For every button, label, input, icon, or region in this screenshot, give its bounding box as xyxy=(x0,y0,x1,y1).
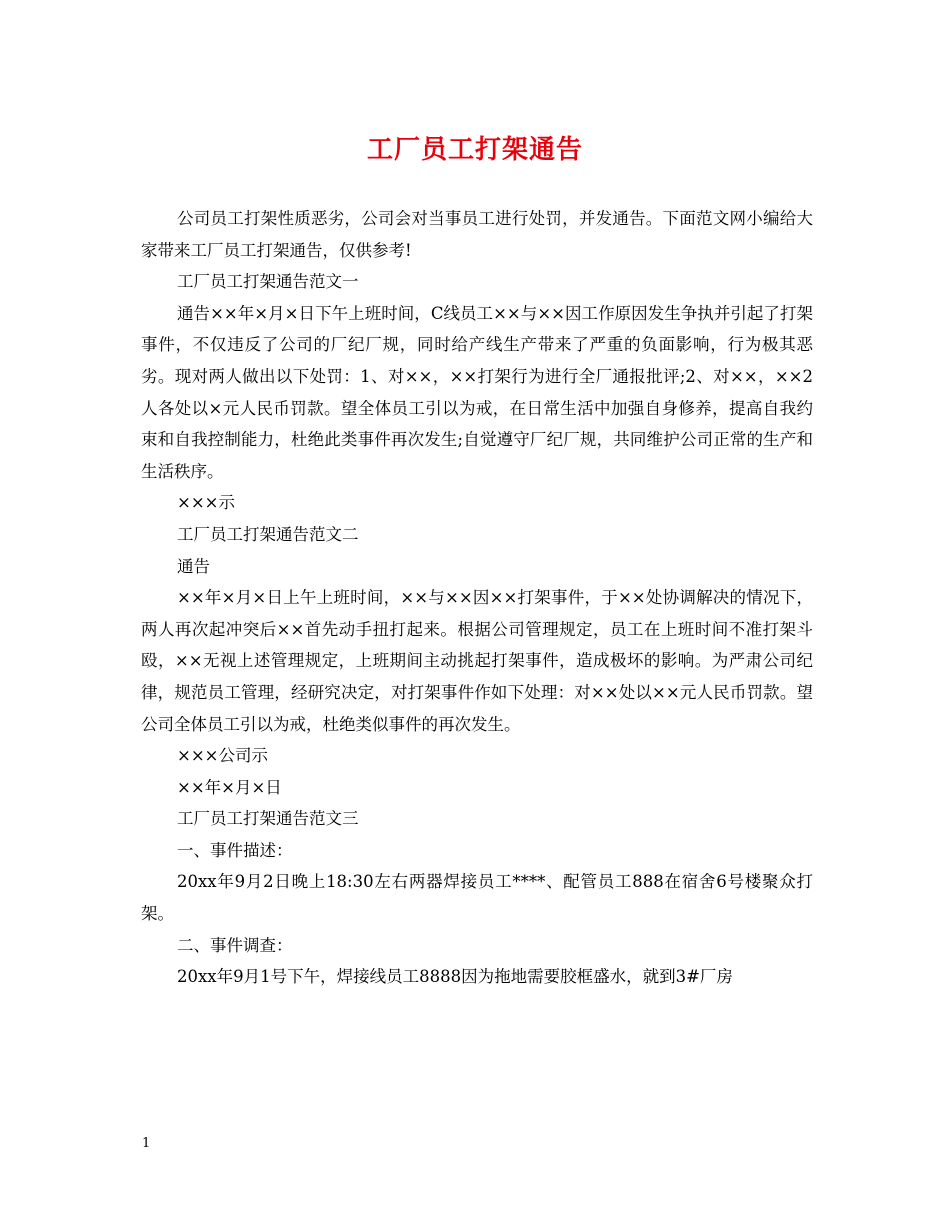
event-investigation-body: 20xx年9月1号下午，焊接线员工8888因为拖地需要胶框盛水，就到3#厂房 xyxy=(177,967,733,987)
sample-two-heading: 工厂员工打架通告范文二 xyxy=(177,524,359,544)
document-title: 工厂员工打架通告 xyxy=(366,135,583,165)
sample-two-date: ××年×月×日 xyxy=(177,777,282,797)
event-investigation-heading: 二、事件调查： xyxy=(177,935,293,955)
event-description-heading: 一、事件描述： xyxy=(177,840,293,860)
sample-one-signature: ×××示 xyxy=(177,493,235,513)
page-number: 1 xyxy=(142,1136,151,1151)
sample-two-signature: ×××公司示 xyxy=(177,746,268,766)
intro-paragraph: 公司员工打架性质恶劣，公司会对当事员工进行处罚，并发通告。下面范文网小编给大家带来工厂员工打架通告，仅供参考! xyxy=(141,209,813,260)
sample-one-heading: 工厂员工打架通告范文一 xyxy=(177,272,359,292)
document-body xyxy=(141,203,813,993)
event-description-body: 20xx年9月2日晚上18:30左右两器焊接员工****、配管员工888在宿舍6号楼聚众打架。 xyxy=(141,872,813,924)
sample-two-body: ××年×月×日上午上班时间，××与××因××打架事件，于××处协调解决的情况下，两人再次起冲突后××首先动手扭打起来。根据公司管理规定，员工在上班时间不准打架斗殴，××无视上述管理规定，上班期间主动挑起打架事件，造成极坏的影响。为严肃公司纪律，规范员工管理，经研究决定，对打架事件作如下处理：对××处以××元人民币罚款。望公司全体员工引以为戒，杜绝类似事件的再次发生。 xyxy=(141,588,813,734)
sample-three-heading: 工厂员工打架通告范文三 xyxy=(177,809,359,829)
sample-one-body: 通告××年×月×日下午上班时间，C线员工××与××因工作原因发生争执并引起了打架事件，不仅违反了公司的厂纪厂规，同时给产线生产带来了严重的负面影响，行为极其恶劣。现对两人做出以下处罚：1、对××，××打架行为进行全厂通报批评;2、对××，××2人各处以×元人民币罚款。望全体员工引以为戒，在日常生活中加强自身修养，提高自我约束和自我控制能力，杜绝此类事件再次发生;自觉遵守厂纪厂规，共同维护公司正常的生产和生活秩序。 xyxy=(141,303,813,481)
sample-two-notice-label: 通告 xyxy=(177,556,210,576)
